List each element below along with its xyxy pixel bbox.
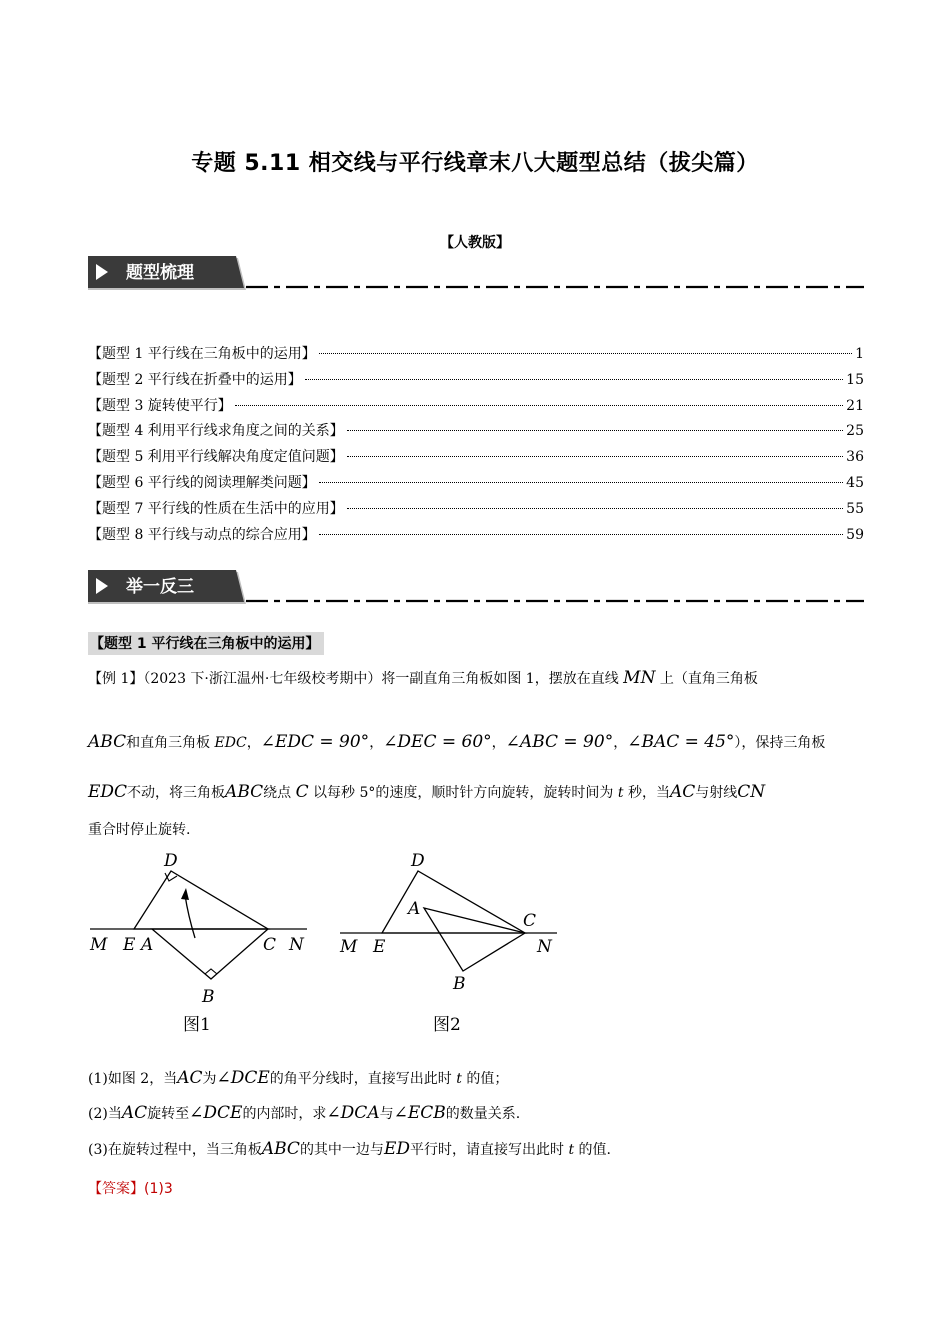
toc-entry[interactable] <box>88 343 864 369</box>
toc-leader-dots <box>319 482 843 483</box>
svg-text:B: B <box>202 987 215 1007</box>
toc-leader-dots <box>305 379 843 380</box>
answer-value: (1)3 <box>144 1181 173 1197</box>
banner-text: 举一反三 <box>126 577 194 597</box>
toc-leader-dots <box>319 353 852 354</box>
svg-text:M: M <box>90 935 108 955</box>
toc-entry[interactable] <box>88 498 864 524</box>
question-1: (1)如图 2，当AC为∠DCE的角平分线时，直接写出此时 t 的值； <box>88 1068 509 1088</box>
section-heading: 【题型 1 平行线在三角板中的运用】 <box>88 632 324 655</box>
toc-entry-label: 【题型 5 利用平行线解决角度定值问题】 <box>88 449 344 466</box>
toc-leader-dots <box>347 430 843 431</box>
question-3: (3)在旋转过程中，当三角板ABC的其中一边与ED平行时，请直接写出此时 t 的值. <box>88 1139 611 1159</box>
toc-entry-label: 【题型 2 平行线在折叠中的运用】 <box>88 371 302 388</box>
section-banner-examples <box>88 570 864 606</box>
toc-entry[interactable] <box>88 524 864 550</box>
toc-leader-dots <box>319 534 843 535</box>
toc-entry[interactable] <box>88 472 864 498</box>
example-line-4: 重合时停止旋转. <box>88 822 191 838</box>
toc-entry-label: 【题型 3 旋转使平行】 <box>88 397 232 414</box>
toc-entry[interactable] <box>88 369 864 395</box>
svg-text:A: A <box>141 935 154 955</box>
toc-entry-page: 25 <box>846 423 864 440</box>
toc-entry-page: 36 <box>846 449 864 466</box>
toc-entry[interactable] <box>88 446 864 472</box>
svg-text:C: C <box>523 911 537 931</box>
svg-text:N: N <box>289 935 304 955</box>
page-title: 专题 5.11 相交线与平行线章末八大题型总结（拔尖篇） <box>191 151 759 176</box>
svg-text:E: E <box>373 937 386 957</box>
toc-entry-page: 45 <box>846 474 864 491</box>
toc-entry-page: 55 <box>846 500 864 517</box>
figure-2-caption: 图2 <box>433 1015 461 1035</box>
svg-text:N: N <box>537 937 552 957</box>
toc-entry-label: 【题型 6 平行线的阅读理解类问题】 <box>88 474 316 491</box>
svg-text:D: D <box>164 851 178 871</box>
svg-text:E: E <box>123 935 136 955</box>
svg-text:M: M <box>340 937 358 957</box>
figure-1 <box>85 845 315 1035</box>
svg-text:A: A <box>408 899 421 919</box>
toc-entry-page: 15 <box>846 371 864 388</box>
svg-text:D: D <box>411 851 425 871</box>
toc-leader-dots <box>347 508 843 509</box>
toc-entry-label: 【题型 1 平行线在三角板中的运用】 <box>88 346 316 362</box>
toc-entry-page: 21 <box>846 397 864 414</box>
toc-entry[interactable] <box>88 395 864 421</box>
example-line-2: ABC和直角三角板 EDC，∠EDC = 90°，∠DEC = 60°，∠ABC = 90°，∠BAC = 45°），保持三角板 <box>88 732 826 752</box>
example-line-1: 【例 1】（2023 下·浙江温州·七年级校考期中）将一副直角三角板如图 1，摆放在直线 MN 上（直角三角板 <box>88 668 758 688</box>
table-of-contents <box>88 343 864 549</box>
toc-leader-dots <box>235 405 843 406</box>
banner-text: 题型梳理 <box>126 263 194 283</box>
toc-entry-label: 【题型 4 利用平行线求角度之间的关系】 <box>88 423 344 440</box>
toc-entry-label: 【题型 7 平行线的性质在生活中的应用】 <box>88 500 344 517</box>
svg-text:C: C <box>263 935 277 955</box>
answer <box>88 1178 173 1198</box>
svg-text:B: B <box>453 974 466 994</box>
question-2: (2)当AC旋转至∠DCE的内部时，求∠DCA与∠ECB的数量关系. <box>88 1103 521 1123</box>
edition-label: 【人教版】 <box>440 235 510 251</box>
answer-label: 【答案】 <box>88 1181 144 1197</box>
toc-entry[interactable] <box>88 420 864 446</box>
toc-leader-dots <box>347 456 843 457</box>
toc-entry-label: 【题型 8 平行线与动点的综合应用】 <box>88 526 316 543</box>
figure-1-caption: 图1 <box>183 1015 211 1035</box>
example-line-3: EDC不动，将三角板ABC绕点 C 以每秒 5°的速度，顺时针方向旋转，旋转时间为 t 秒，当AC与射线CN <box>88 782 766 802</box>
section-banner-overview <box>88 256 864 292</box>
figure-2 <box>335 845 565 1035</box>
toc-entry-page: 1 <box>855 346 864 362</box>
toc-entry-page: 59 <box>846 526 864 543</box>
